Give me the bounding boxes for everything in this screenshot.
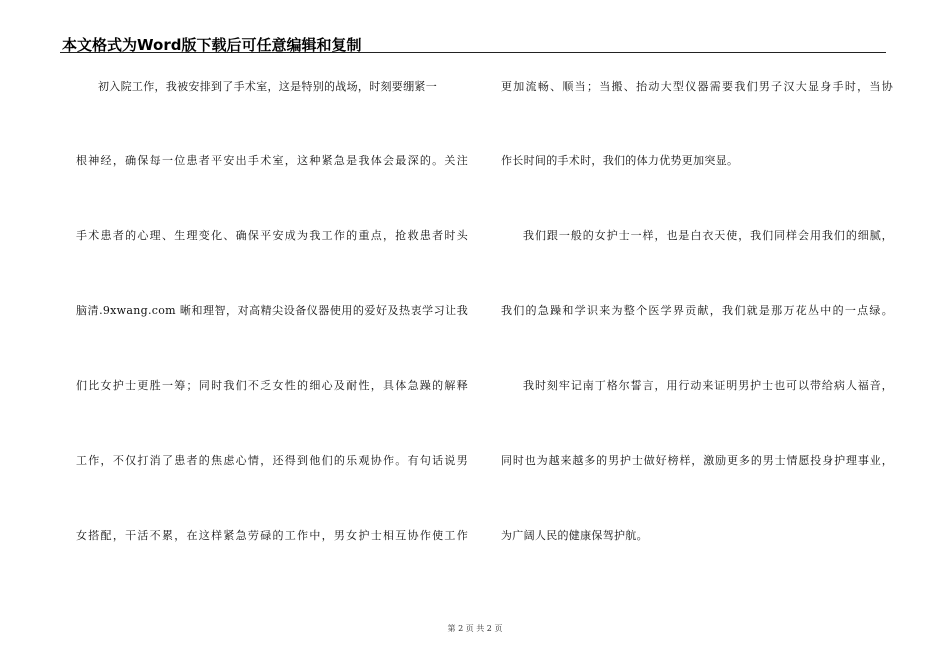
text-line: 作长时间的手术时，我们的体力优势更加突显。 <box>501 154 739 167</box>
text-line: 我时刻牢记南丁格尔誓言，用行动来证明男护士也可以带给病人福音， <box>523 379 893 392</box>
text-line: 脑清.9xwang.com 晰和理智，对高精尖设备仪器使用的爱好及热衷学习让我 <box>76 304 468 317</box>
text-line: 初入院工作，我被安排到了手术室，这是特别的战场，时刻要绷紧一 <box>98 80 437 93</box>
text-line: 我们的急躁和学识来为整个医学界贡献，我们就是那万花丛中的一点绿。 <box>501 304 893 317</box>
page-number: 第 2 页 共 2 页 <box>447 624 503 633</box>
text-line: 我们跟一般的女护士一样，也是白衣天使，我们同样会用我们的细腻， <box>523 229 893 242</box>
header-title: 本文格式为Word版下载后可任意编辑和复制 <box>62 36 362 54</box>
text-line: 根神经，确保每一位患者平安出手术室，这种紧急是我体会最深的。关注 <box>76 154 468 167</box>
text-line: 们比女护士更胜一筹；同时我们不乏女性的细心及耐性，具体急躁的解释 <box>76 379 468 392</box>
text-line: 手术患者的心理、生理变化、确保平安成为我工作的重点，抢救患者时头 <box>76 229 468 242</box>
text-line: 工作，不仅打消了患者的焦虑心情，还得到他们的乐观协作。有句话说男 <box>76 454 468 467</box>
text-line: 为广阔人民的健康保驾护航。 <box>501 529 648 542</box>
text-line: 女搭配，干活不累，在这样紧急劳碌的工作中，男女护士相互协作使工作 <box>76 529 468 542</box>
header-divider <box>60 52 886 53</box>
text-line: 同时也为越来越多的男护士做好榜样，激励更多的男士情愿投身护理事业， <box>501 454 893 467</box>
text-line: 更加流畅、顺当；当搬、抬动大型仪器需要我们男子汉大显身手时，当协 <box>501 80 893 93</box>
